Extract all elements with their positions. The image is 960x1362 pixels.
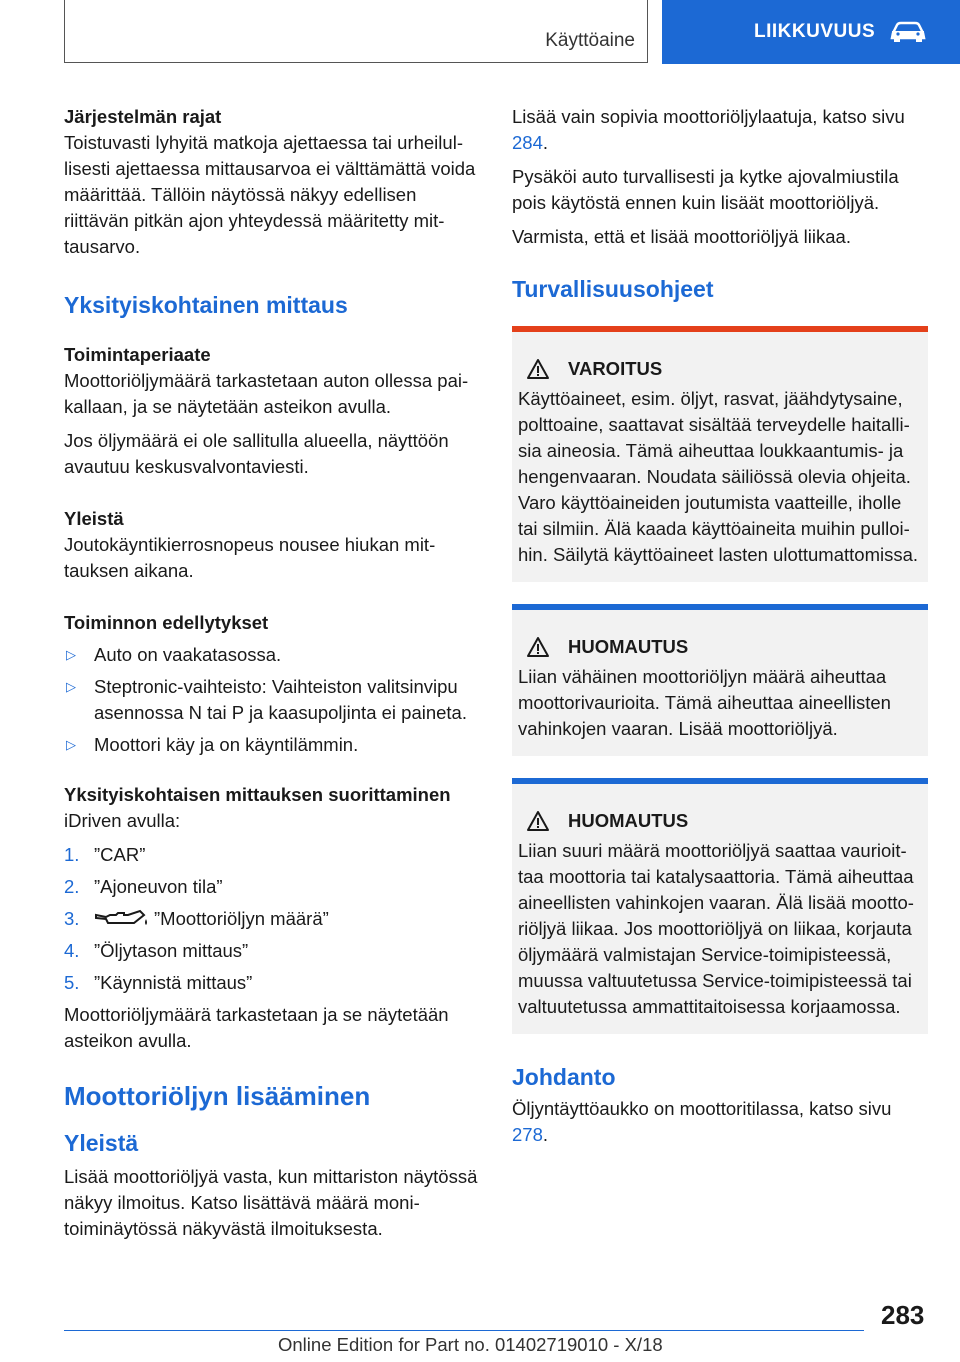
list-item: 4. ”Öljytason mittaus” [64,940,249,961]
chapter-tab[interactable] [662,0,960,64]
perform-result: Moottoriöljymäärä tarkastetaan ja se näytetään asteikon avulla. [64,1004,449,1051]
list-item: 3. ”Moottoriöljyn määrä” [64,906,484,932]
park-text: Pysäköi auto turvallisesti ja kytke ajovalmiustila pois käytöstä ennen kuin lisäät moottoriöljyä. [512,166,899,213]
limits-text: Toistuvasti lyhyitä matkoja ajettaessa tai urheilullisesti ajettaessa mittausarvoa ei välttämättä voida määrittää. Tällöin näytössä näkyy edellisen riittävän pitkän ajon yhteydessä määritetty mittausarvo. [64,132,476,257]
adding-general-text: Lisää moottoriöljyä vasta, kun mittariston näytössä näkyy ilmoitus. Katso lisättävä määrä monitoiminäytössä näkyvästä ilmoituksesta. [64,1166,478,1239]
principle-title: Toimintaperiaate [64,344,211,365]
list-item: ▷ Moottori käy ja on käyntilämmin. [64,732,484,758]
overfill-text: Varmista, että et lisää moottoriöljyä liikaa. [512,226,851,247]
triangle-bullet-icon: ▷ [66,647,76,662]
triangle-bullet-icon: ▷ [66,737,76,752]
principle-text-2: Jos öljymäärä ei ole sallitulla alueella, näyttöön avautuu keskusvalvontaviesti. [64,430,449,477]
intro-text: Öljyntäyttöaukko on moottoritilassa, katso sivu 278. [512,1098,892,1145]
oil-grade-text: Lisää vain sopivia moottoriöljylaatuja, katso sivu 284. [512,106,905,153]
oil-can-icon [94,909,148,931]
warning-box [512,326,928,582]
general-title: Yleistä [64,508,124,529]
conditions-title: Toiminnon edellytykset [64,612,269,633]
list-item: 5. ”Käynnistä mittaus” [64,972,253,993]
right-column [512,104,928,1156]
footer-edition: Online Edition for Part no. 01402719010 - X/18 [278,1334,663,1355]
footer-divider [64,1330,864,1331]
notice-text: Liian vähäinen moottoriöljyn määrä aiheuttaa moottorivaurioita. Tämä aiheuttaa aineellisten vahinkojen vaaran. Lisää moottoriöljyä. [518,666,891,739]
triangle-bullet-icon: ▷ [66,679,76,694]
warning-title: VAROITUS [568,358,663,379]
warning-triangle-icon [526,636,550,658]
left-column [64,104,484,1250]
intro-heading: Johdanto [512,1064,616,1090]
conditions-list [64,642,484,758]
detailed-measurement-heading: Yksityiskohtainen mittaus [64,292,348,318]
perform-intro: iDriven avulla: [64,810,181,831]
notice-title: HUOMAUTUS [568,636,689,657]
list-item: ▷ Steptronic-vaihteisto: Vaihteiston valitsinvipu asennossa N tai P ja kaasupoljinta ei paineta. [66,676,467,723]
page-link-284[interactable]: 284 [512,132,543,153]
notice-box-2 [512,778,928,1034]
car-icon [889,21,927,43]
warning-triangle-icon [526,810,550,832]
list-item: 1. ”CAR” [64,844,146,865]
chapter-tab-label: LIIKKUVUUS [754,21,876,42]
page-number: 283 [881,1300,925,1330]
safety-heading: Turvallisuusohjeet [512,276,714,302]
general-text: Joutokäyntikierrosnopeus nousee hiukan mittauksen aikana. [64,534,436,581]
steps-list [64,842,484,996]
page-link-278[interactable]: 278 [512,1124,543,1145]
list-item: 2. ”Ajoneuvon tila” [64,876,223,897]
notice-box-1 [512,604,928,756]
list-item: ▷ Auto on vaakatasossa. [64,642,484,668]
notice-title: HUOMAUTUS [568,810,689,831]
limits-title: Järjestelmän rajat [64,106,222,127]
warning-text: Käyttöaineet, esim. öljyt, rasvat, jäähdytysaine, polttoaine, saattavat sisältää terveydelle haitallisia aineosia. Tämä aiheuttaa loukkaantumis- ja hengenvaaran. Noudata säiliössä olevia ohjeita. Varo käyttöaineiden joutumista vaatteille, iholle tai silmiin. Älä kaada käyttöaineita muihin pulloihin. Säilytä käyttöaineet lasten ulottumattomissa. [518,388,919,565]
warning-triangle-icon [526,358,550,380]
adding-general-heading: Yleistä [64,1130,139,1156]
adding-oil-heading: Moottoriöljyn lisääminen [64,1081,371,1111]
principle-text-1: Moottoriöljymäärä tarkastetaan auton ollessa paikallaan, ja se näytetään asteikon avulla. [64,370,469,417]
notice-text: Liian suuri määrä moottoriöljyä saattaa vaurioittaa moottoria tai katalysaattoria. Tämä aiheuttaa aineellisten vahinkojen vaaran. Älä lisää moottoriöljyä liikaa. Jos moottoriöljyä on liikaa, korjauta öljymäärä valmistajan Service-toimipisteessä, muussa valtuutetussa Service-toimipisteessä tai valtuutetussa ammattitaitoisessa korjaamossa. [518,840,914,1017]
section-title: Käyttöaine [545,30,635,51]
perform-title: Yksityiskohtaisen mittauksen suorittaminen [64,784,451,805]
